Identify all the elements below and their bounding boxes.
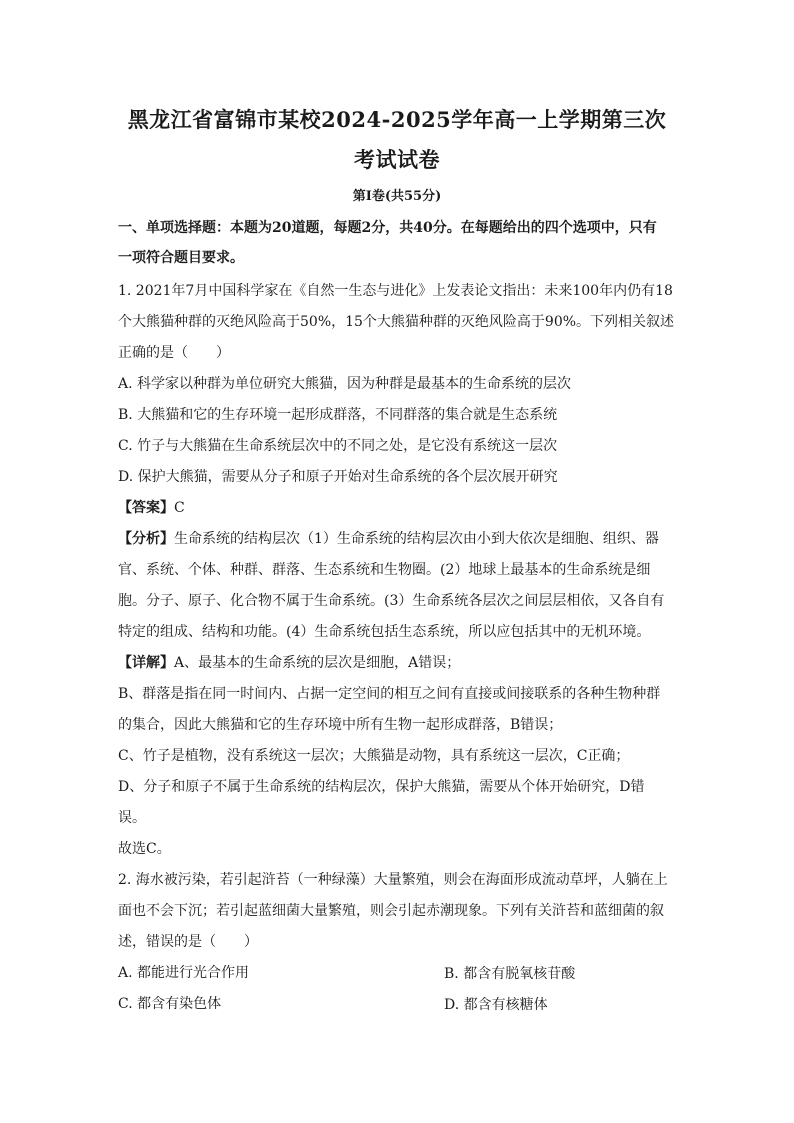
q1-analysis-line: 官、系统、个体、种群、群落、生态系统和生物圈。(2）地球上最基本的生命系统是细 <box>118 562 651 578</box>
q1-detail-line: B、群落是指在同一时间内、占据一定空间的相互之间有直接或间接联系的各种生物种群 <box>118 686 661 702</box>
q1-stem-line: 个大熊猫种群的灭绝风险高于50%，15个大熊猫种群的灭绝风险高于90%。下列相关叙述 <box>118 314 675 330</box>
q1-conclusion: 故选C。 <box>118 841 171 857</box>
q1-analysis-line: 胞。分子、原子、化合物不属于生命系统。(3）生命系统各层次之间层层相依，又各自有 <box>118 593 665 609</box>
q1-option-a: A. 科学家以种群为单位研究大熊猫，因为种群是最基本的生命系统的层次 <box>118 376 572 392</box>
section-heading: 第Ⅰ卷(共55分) <box>352 189 442 204</box>
doc-title-line2: 考试试卷 <box>354 147 440 172</box>
doc-title-line1: 黑龙江省富锦市某校2024-2025学年高一上学期第三次 <box>127 107 667 132</box>
q1-option-c: C. 竹子与大熊猫在生命系统层次中的不同之处，是它没有系统这一层次 <box>118 438 558 454</box>
analysis-label: 【分析】 <box>118 531 174 547</box>
q1-detail-line: 的集合，因此大熊猫和它的生存环境中所有生物一起形成群落，B错误； <box>118 717 563 733</box>
q1-answer <box>118 498 678 518</box>
q2-stem-line: 述，错误的是（ ） <box>118 934 258 950</box>
q2-option-a: A. 都能进行光合作用 <box>118 965 250 981</box>
q1-option-d: D. 保护大熊猫，需要从分子和原子开始对生命系统的各个层次展开研究 <box>118 469 558 485</box>
detail-label: 【详解】 <box>118 655 174 671</box>
q2-option-b: B. 都含有脱氧核苷酸 <box>444 966 576 982</box>
q2-stem-line: 面也不会下沉；若引起蓝细菌大量繁殖，则会引起赤潮现象。下列有关浒苔和蓝细菌的叙 <box>118 903 664 919</box>
q1-analysis-line: 【分析】生命系统的结构层次（1）生命系统的结构层次由小到大依次是细胞、组织、器 <box>118 531 659 547</box>
answer-value: C <box>174 500 185 516</box>
q1-analysis-line: 特定的组成、结构和功能。(4）生命系统包括生态系统，所以应包括其中的无机环境。 <box>118 624 651 640</box>
q1-stem-line: 1. 2021年7月中国科学家在《自然一生态与进化》上发表论文指出：未来100年内仍有18 <box>118 283 673 299</box>
q1-detail-line: 【详解】A、最基本的生命系统的层次是细胞，A错误； <box>118 655 461 671</box>
instruction-line1: 一、单项选择题：本题为20道题，每题2分，共40分。在每题给出的四个选项中，只有 <box>118 220 657 236</box>
q1-detail-line: D、分子和原子不属于生命系统的结构层次，保护大熊猫，需要从个体开始研究，D错 <box>118 779 645 795</box>
q2-option-d: D. 都含有核糖体 <box>444 997 548 1013</box>
q1-option-b: B. 大熊猫和它的生存环境一起形成群落，不同群落的集合就是生态系统 <box>118 407 558 423</box>
q2-stem-line: 2. 海水被污染，若引起浒苔（一种绿藻）大量繁殖，则会在海面形成流动草坪，人躺在上 <box>118 872 668 888</box>
instruction-line2: 一项符合题目要求。 <box>118 250 244 266</box>
q1-detail-line: 误。 <box>118 810 146 826</box>
q2-option-c: C. 都含有染色体 <box>118 996 222 1012</box>
answer-label: 【答案】 <box>118 500 174 516</box>
q1-detail-line: C、竹子是植物，没有系统这一层次；大熊猫是动物，具有系统这一层次，C正确； <box>118 748 630 764</box>
q1-stem-line: 正确的是（ ） <box>118 345 230 361</box>
